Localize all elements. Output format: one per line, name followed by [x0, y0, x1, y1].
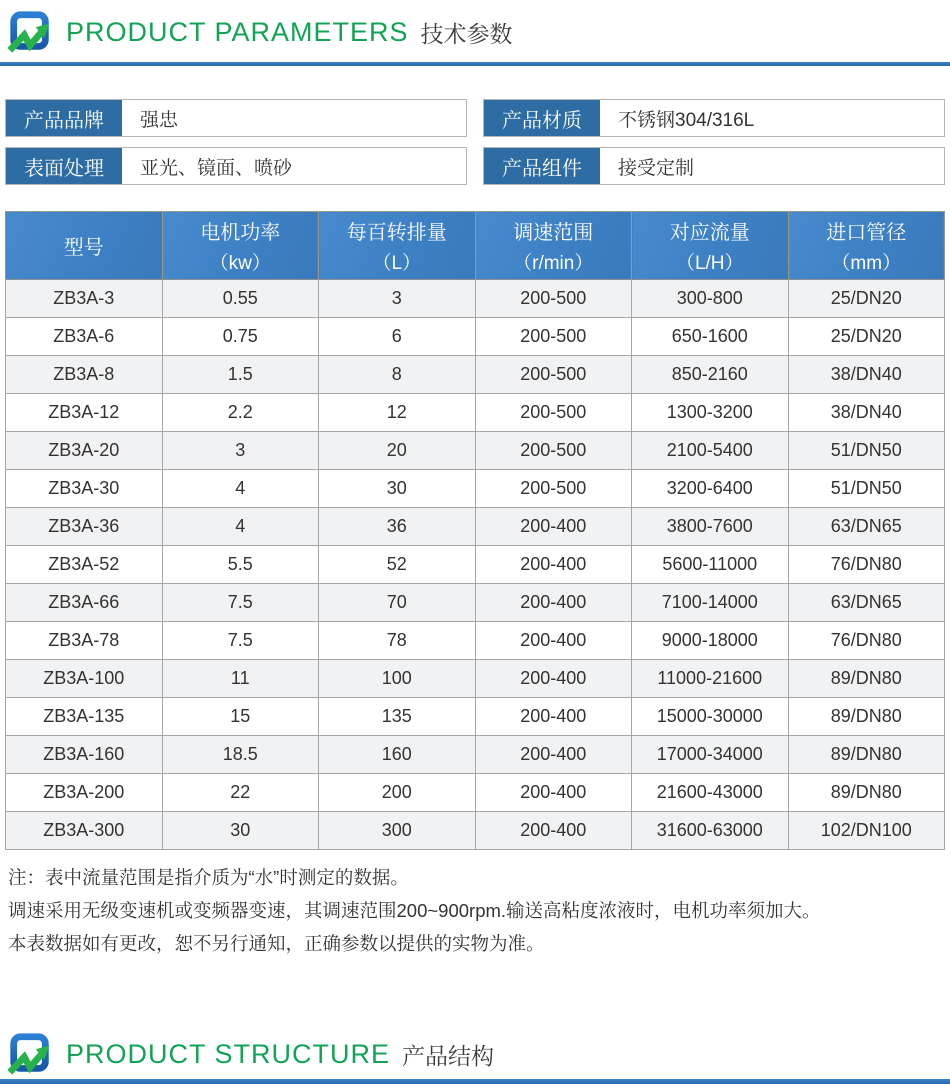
note-line: 本表数据如有更改，恕不另行通知，正确参数以提供的实物为准。 — [8, 933, 545, 954]
info-box-value: 亚光、镜面、喷砂 — [140, 157, 293, 179]
table-cell: 20 — [319, 432, 476, 470]
parameters-section-header — [0, 0, 950, 62]
brand-logo-icon — [6, 1031, 54, 1079]
table-cell: 3800-7600 — [632, 508, 789, 546]
info-box-value: 不锈钢304/316L — [618, 109, 755, 131]
table-cell: 2.2 — [162, 394, 319, 432]
table-cell: 52 — [319, 546, 476, 584]
top-divider-rule — [0, 62, 950, 66]
table-row — [6, 774, 945, 812]
table-cell: 11 — [162, 660, 319, 698]
info-box-value: 接受定制 — [618, 157, 695, 179]
note-line: 注：表中流量范围是指介质为“水”时测定的数据。 — [8, 867, 409, 888]
table-cell: 76/DN80 — [788, 622, 945, 660]
table-cell: 25/DN20 — [788, 280, 945, 318]
table-cell: ZB3A-78 — [6, 622, 163, 660]
table-cell: 3 — [319, 280, 476, 318]
table-cell: 3200-6400 — [632, 470, 789, 508]
table-cell: ZB3A-135 — [6, 698, 163, 736]
table-cell: 7.5 — [162, 584, 319, 622]
table-row — [6, 508, 945, 546]
table-cell: 135 — [319, 698, 476, 736]
table-cell: 30 — [162, 812, 319, 850]
table-cell: 8 — [319, 356, 476, 394]
column-header-unit: （kw） — [209, 253, 271, 274]
table-cell: ZB3A-160 — [6, 736, 163, 774]
table-cell: ZB3A-3 — [6, 280, 163, 318]
table-cell: 7.5 — [162, 622, 319, 660]
table-cell: 102/DN100 — [788, 812, 945, 850]
bottom-divider-rule — [0, 1079, 950, 1084]
column-header — [162, 212, 319, 280]
table-cell: 11000-21600 — [632, 660, 789, 698]
table-cell: 1.5 — [162, 356, 319, 394]
column-header-unit: （L/H） — [675, 253, 744, 274]
table-row — [6, 698, 945, 736]
table-cell: 200-400 — [475, 812, 632, 850]
table-cell: 100 — [319, 660, 476, 698]
table-cell: 15 — [162, 698, 319, 736]
table-cell: 51/DN50 — [788, 432, 945, 470]
column-header-title: 型号 — [63, 237, 104, 259]
table-cell: 31600-63000 — [632, 812, 789, 850]
table-row — [6, 736, 945, 774]
table-row — [6, 546, 945, 584]
notes — [8, 861, 942, 960]
table-row — [6, 394, 945, 432]
table-cell: 38/DN40 — [788, 356, 945, 394]
column-header-title: 对应流量 — [669, 222, 750, 244]
table-cell: 200-400 — [475, 584, 632, 622]
table-cell: 12 — [319, 394, 476, 432]
table-cell: 200-500 — [475, 356, 632, 394]
table-cell: 5.5 — [162, 546, 319, 584]
table-row — [6, 318, 945, 356]
table-cell: ZB3A-52 — [6, 546, 163, 584]
table-cell: 160 — [319, 736, 476, 774]
info-box — [483, 147, 945, 185]
table-cell: ZB3A-66 — [6, 584, 163, 622]
table-cell: 89/DN80 — [788, 774, 945, 812]
table-cell: 200-500 — [475, 318, 632, 356]
table-cell: ZB3A-12 — [6, 394, 163, 432]
structure-title-zh: 产品结构 — [402, 1043, 495, 1069]
table-cell: 21600-43000 — [632, 774, 789, 812]
table-cell: 200-400 — [475, 736, 632, 774]
table-cell: 200-400 — [475, 698, 632, 736]
table-cell: 2100-5400 — [632, 432, 789, 470]
table-cell: 63/DN65 — [788, 508, 945, 546]
column-header-unit: （r/min） — [513, 253, 594, 274]
info-box-label: 产品组件 — [484, 148, 600, 184]
table-cell: 70 — [319, 584, 476, 622]
info-box-label: 产品材质 — [484, 100, 600, 136]
table-cell: 200-500 — [475, 470, 632, 508]
column-header-title: 调速范围 — [513, 222, 594, 244]
table-cell: 9000-18000 — [632, 622, 789, 660]
column-header-unit: （L） — [372, 253, 422, 274]
table-cell: 200-500 — [475, 394, 632, 432]
table-cell: 22 — [162, 774, 319, 812]
table-cell: 850-2160 — [632, 356, 789, 394]
info-box — [5, 147, 467, 185]
table-row — [6, 432, 945, 470]
table-cell: 25/DN20 — [788, 318, 945, 356]
table-cell: 89/DN80 — [788, 698, 945, 736]
info-box-label: 产品品牌 — [6, 100, 122, 136]
table-cell: 1300-3200 — [632, 394, 789, 432]
table-row — [6, 812, 945, 850]
column-header — [632, 212, 789, 280]
table-cell: 300-800 — [632, 280, 789, 318]
column-header-unit: （mm） — [831, 253, 902, 274]
info-grid — [5, 99, 945, 185]
table-cell: 650-1600 — [632, 318, 789, 356]
table-cell: 15000-30000 — [632, 698, 789, 736]
column-header-title: 每百转排量 — [346, 222, 447, 244]
info-box — [5, 99, 467, 137]
table-cell: ZB3A-200 — [6, 774, 163, 812]
table-cell: 300 — [319, 812, 476, 850]
column-header — [319, 212, 476, 280]
table-cell: 200-400 — [475, 622, 632, 660]
column-header-title: 电机功率 — [200, 222, 281, 244]
table-cell: 30 — [319, 470, 476, 508]
table-cell: 4 — [162, 470, 319, 508]
table-cell: 200-400 — [475, 660, 632, 698]
table-cell: 36 — [319, 508, 476, 546]
spec-table — [5, 211, 945, 850]
table-cell: 4 — [162, 508, 319, 546]
spec-table-body — [6, 280, 945, 850]
table-cell: ZB3A-30 — [6, 470, 163, 508]
info-box-value: 强忠 — [140, 109, 179, 131]
info-box-label: 表面处理 — [6, 148, 122, 184]
table-cell: 3 — [162, 432, 319, 470]
table-cell: 89/DN80 — [788, 736, 945, 774]
table-cell: 0.75 — [162, 318, 319, 356]
table-cell: 17000-34000 — [632, 736, 789, 774]
table-cell: 51/DN50 — [788, 470, 945, 508]
table-row — [6, 470, 945, 508]
column-header — [475, 212, 632, 280]
table-cell: 63/DN65 — [788, 584, 945, 622]
brand-logo-icon — [6, 9, 54, 57]
table-cell: 200 — [319, 774, 476, 812]
table-row — [6, 622, 945, 660]
table-cell: ZB3A-8 — [6, 356, 163, 394]
table-cell: 5600-11000 — [632, 546, 789, 584]
table-cell: ZB3A-100 — [6, 660, 163, 698]
table-cell: 200-400 — [475, 508, 632, 546]
table-row — [6, 584, 945, 622]
table-cell: 7100-14000 — [632, 584, 789, 622]
table-cell: 78 — [319, 622, 476, 660]
table-cell: 200-500 — [475, 432, 632, 470]
parameters-title-en: PRODUCT PARAMETERS — [66, 17, 409, 47]
table-cell: ZB3A-6 — [6, 318, 163, 356]
table-row — [6, 356, 945, 394]
column-header-title: 进口管径 — [826, 222, 907, 244]
table-cell: ZB3A-36 — [6, 508, 163, 546]
column-header — [788, 212, 945, 280]
structure-title-en: PRODUCT STRUCTURE — [66, 1039, 391, 1069]
table-cell: ZB3A-300 — [6, 812, 163, 850]
table-cell: 200-400 — [475, 546, 632, 584]
note-line: 调速采用无级变速机或变频器变速，其调速范围200~900rpm.输送高粘度浓液时，电机功率须加大。 — [8, 900, 821, 921]
table-cell: 6 — [319, 318, 476, 356]
column-header — [6, 212, 163, 280]
table-cell: ZB3A-20 — [6, 432, 163, 470]
table-cell: 200-500 — [475, 280, 632, 318]
table-cell: 38/DN40 — [788, 394, 945, 432]
spec-table-header-row — [6, 212, 945, 280]
structure-section-header — [0, 1022, 950, 1084]
info-box — [483, 99, 945, 137]
table-cell: 18.5 — [162, 736, 319, 774]
table-cell: 76/DN80 — [788, 546, 945, 584]
table-cell: 200-400 — [475, 774, 632, 812]
table-cell: 89/DN80 — [788, 660, 945, 698]
table-cell: 0.55 — [162, 280, 319, 318]
table-row — [6, 660, 945, 698]
parameters-title-zh: 技术参数 — [420, 21, 513, 47]
table-row — [6, 280, 945, 318]
